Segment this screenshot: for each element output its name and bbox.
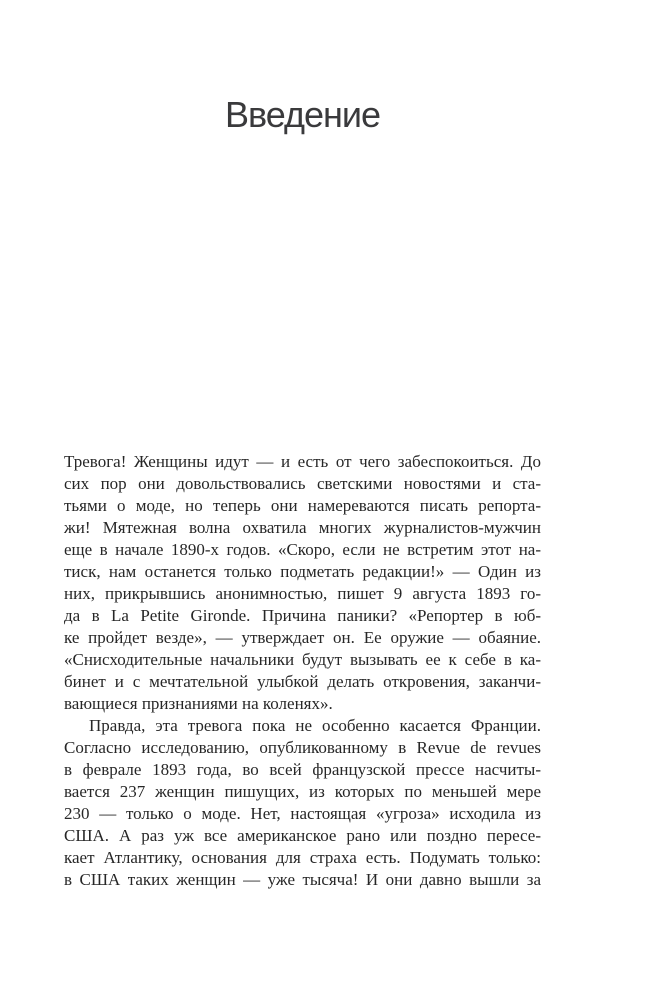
- text-line: них, прикрывшись анонимностью, пишет 9 августа 1893 го-: [64, 584, 541, 603]
- paragraph: [64, 715, 541, 891]
- text-line: жи! Мятежная волна охватила многих журналистов-мужчин: [64, 518, 541, 537]
- chapter-title: Введение: [224, 94, 380, 135]
- text-line: кает Атлантику, основания для страха есть. Подумать только:: [64, 848, 541, 867]
- text-line: тиск, нам останется только подметать редакции!» — Один из: [64, 562, 541, 581]
- text-line: Согласно исследованию, опубликованному в Revue de revues: [64, 738, 541, 757]
- text-line: «Снисходительные начальники будут вызывать ее к себе в ка-: [64, 650, 541, 669]
- text-line: ке пройдет везде», — утверждает он. Ее оружие — обаяние.: [64, 628, 541, 647]
- text-line: Тревога! Женщины идут — и есть от чего забеспокоиться. До: [64, 452, 541, 471]
- text-line: 230 — только о моде. Нет, настоящая «угроза» исходила из: [64, 804, 541, 823]
- body-text: [64, 451, 541, 891]
- text-line: США. А раз уж все американское рано или поздно пересе-: [64, 826, 541, 845]
- text-line: сих пор они довольствовались светскими новостями и ста-: [64, 474, 541, 493]
- text-line: в США таких женщин — уже тысяча! И они давно вышли за: [64, 870, 541, 889]
- text-line: Правда, эта тревога пока не особенно касается Франции.: [89, 716, 541, 735]
- text-line: вается 237 женщин пишущих, из которых по меньшей мере: [64, 782, 541, 801]
- text-line: да в La Petite Gironde. Причина паники? «Репортер в юб-: [64, 606, 541, 625]
- text-line: в феврале 1893 года, во всей французской прессе насчиты-: [64, 760, 541, 779]
- text-line: тьями о моде, но теперь они намереваются писать репорта-: [64, 496, 541, 515]
- text-line: еще в начале 1890-х годов. «Скоро, если не встретим этот на-: [64, 540, 541, 559]
- paragraph: [64, 451, 541, 715]
- text-line: вающиеся признаниями на коленях».: [64, 694, 333, 713]
- text-line: бинет и с мечтательной улыбкой делать откровения, заканчи-: [64, 672, 541, 691]
